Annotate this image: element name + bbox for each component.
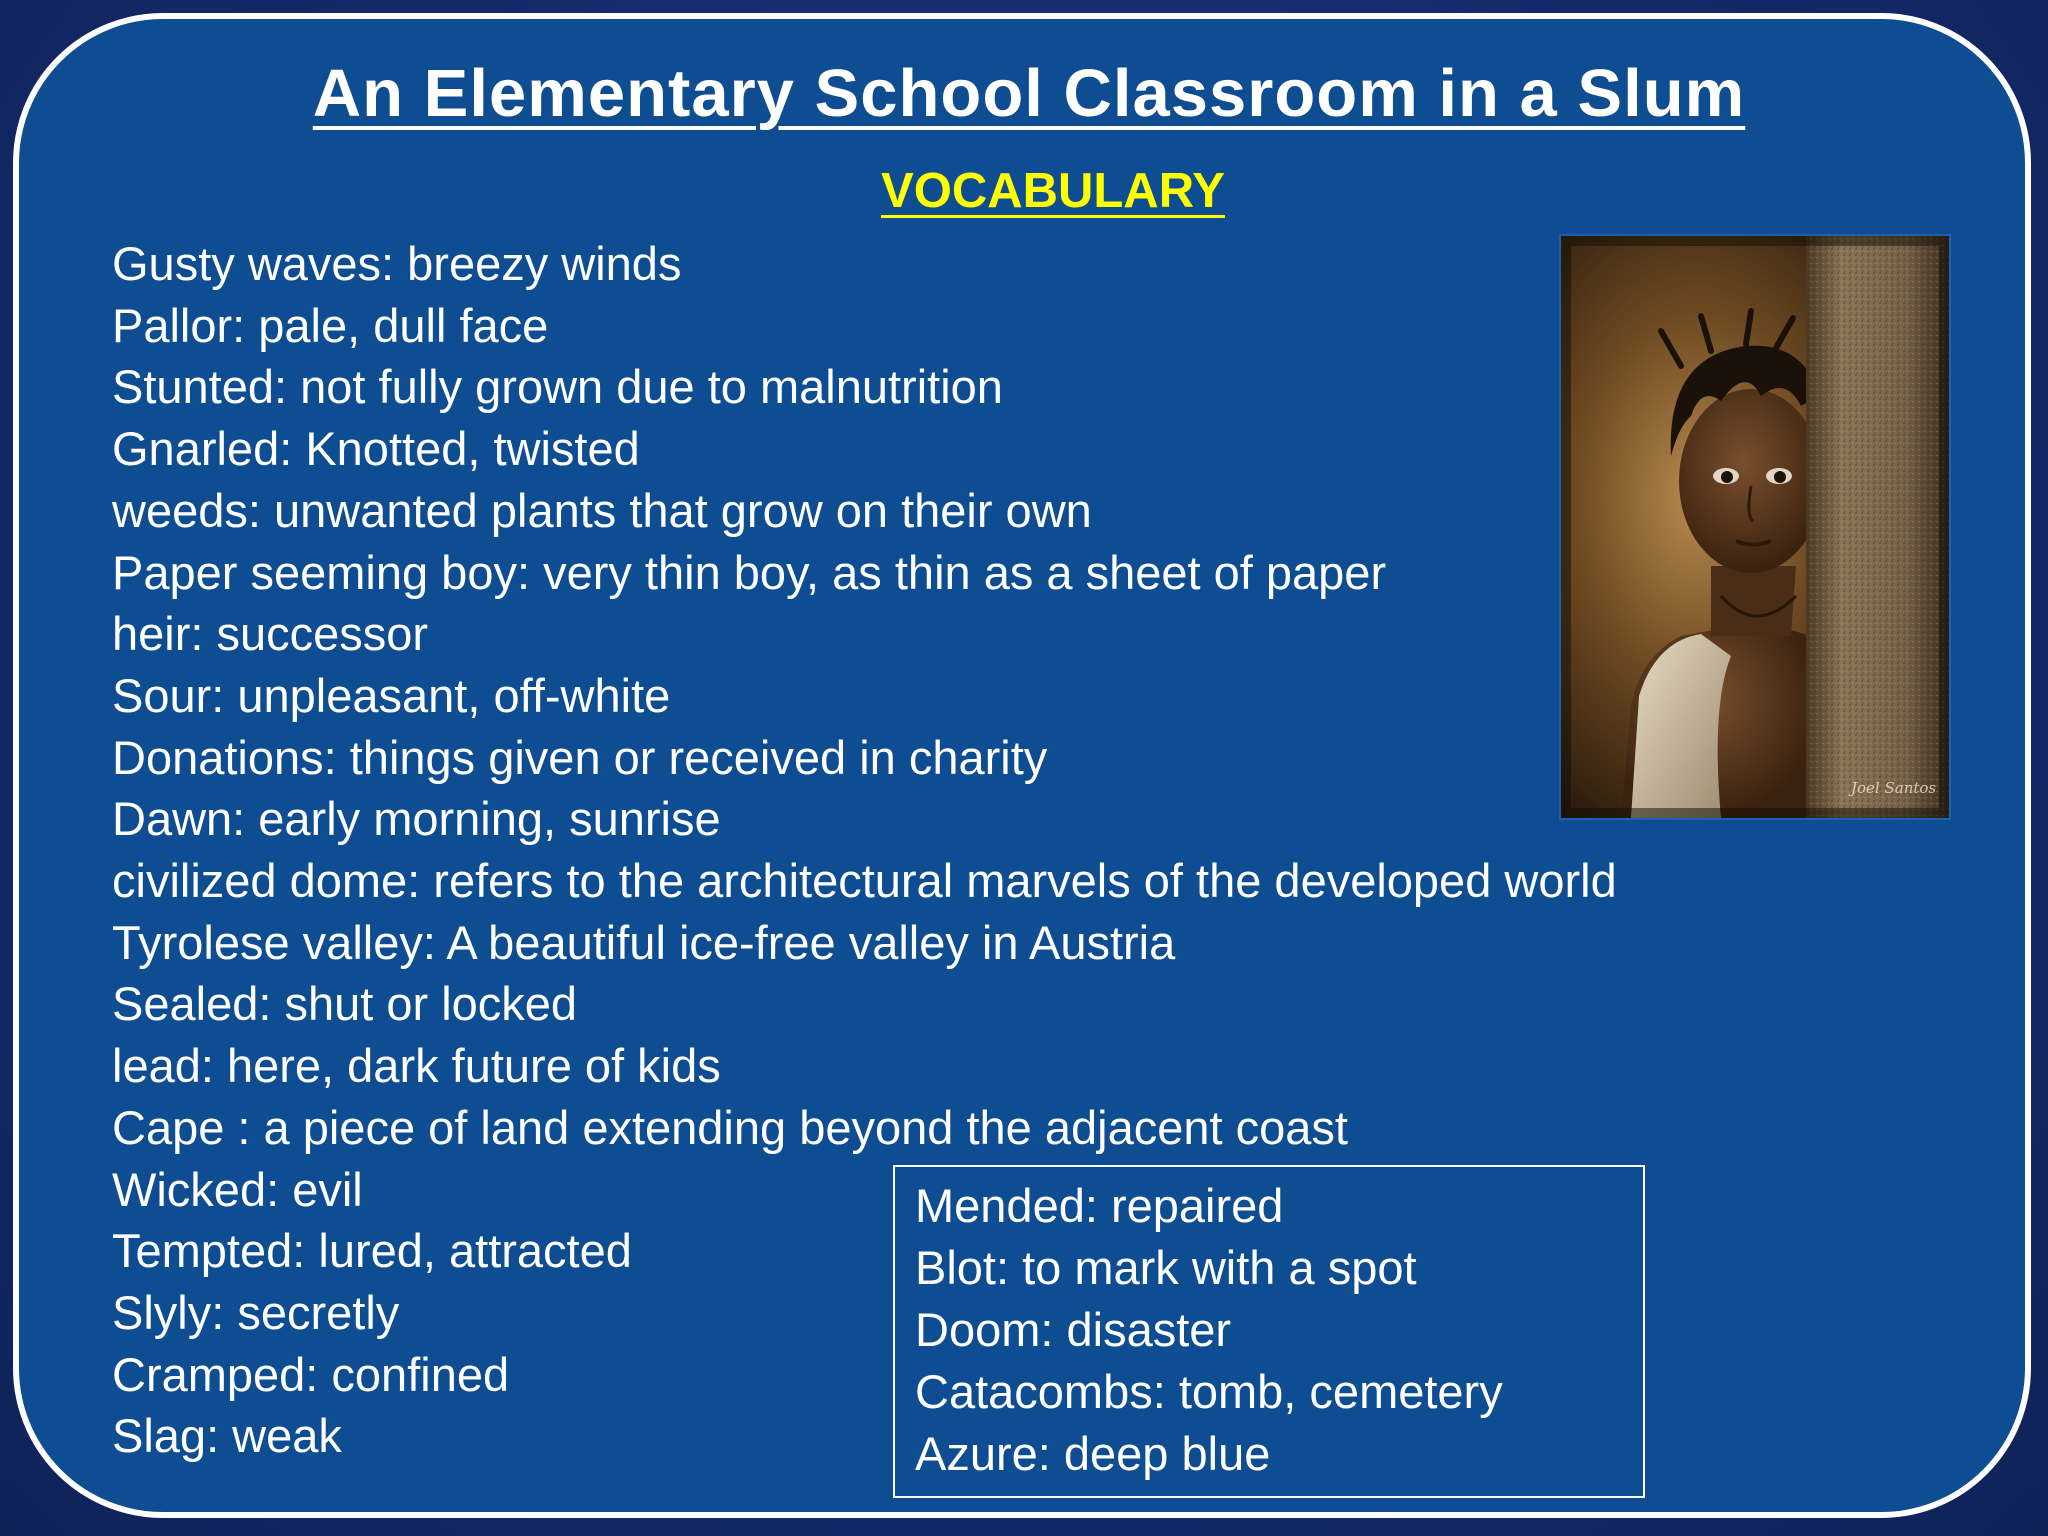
vocabulary-item: Paper seeming boy: very thin boy, as thin as a sheet of paper (112, 545, 1387, 599)
photo-signature: Joel Santos (1851, 779, 1937, 797)
vocabulary-item: Cape : a piece of land extending beyond the adjacent coast (112, 1100, 1348, 1154)
boxed-vocabulary-item: Mended: repaired (915, 1179, 1284, 1232)
boxed-vocabulary-item: Azure: deep blue (915, 1427, 1271, 1480)
boxed-vocabulary-item: Catacombs: tomb, cemetery (915, 1365, 1503, 1418)
vocabulary-item: lead: here, dark future of kids (112, 1039, 721, 1093)
vocabulary-item: Stunted: not fully grown due to malnutrition (112, 360, 1003, 414)
vocabulary-item: Gnarled: Knotted, twisted (112, 422, 640, 476)
vocabulary-item: Donations: things given or received in charity (112, 730, 1048, 784)
vocabulary-item: Cramped: confined (112, 1347, 510, 1401)
boxed-vocabulary-item: Doom: disaster (915, 1303, 1232, 1356)
vocabulary-item: Gusty waves: breezy winds (112, 237, 682, 290)
slide-title: An Elementary School Classroom in a Slum (312, 56, 1746, 131)
vocabulary-item: heir: successor (112, 607, 429, 661)
vocabulary-item: Sealed: shut or locked (112, 977, 578, 1031)
vocabulary-item: weeds: unwanted plants that grow on their own (112, 483, 1092, 537)
vocabulary-heading: VOCABULARY (881, 164, 1225, 218)
vocabulary-item: Slag: weak (112, 1409, 342, 1463)
vocabulary-item: Sour: unpleasant, off-white (112, 668, 671, 722)
vocabulary-item: civilized dome: refers to the architectural marvels of the developed world (112, 854, 1617, 908)
vocabulary-item: Tyrolese valley: A beautiful ice-free valley in Austria (112, 915, 1176, 969)
boxed-vocabulary (893, 1165, 1645, 1498)
vocabulary-item: Slyly: secretly (112, 1285, 400, 1339)
content-panel (13, 13, 2031, 1518)
vocabulary-item: Wicked: evil (112, 1162, 363, 1216)
vocabulary-item: Tempted: lured, attracted (112, 1224, 632, 1278)
boxed-vocabulary-item: Blot: to mark with a spot (915, 1241, 1417, 1294)
vocabulary-item: Pallor: pale, dull face (112, 298, 549, 352)
boxed-vocabulary-list (915, 1175, 1503, 1485)
vocabulary-item: Dawn: early morning, sunrise (112, 792, 721, 846)
child-photo (1559, 234, 1951, 820)
